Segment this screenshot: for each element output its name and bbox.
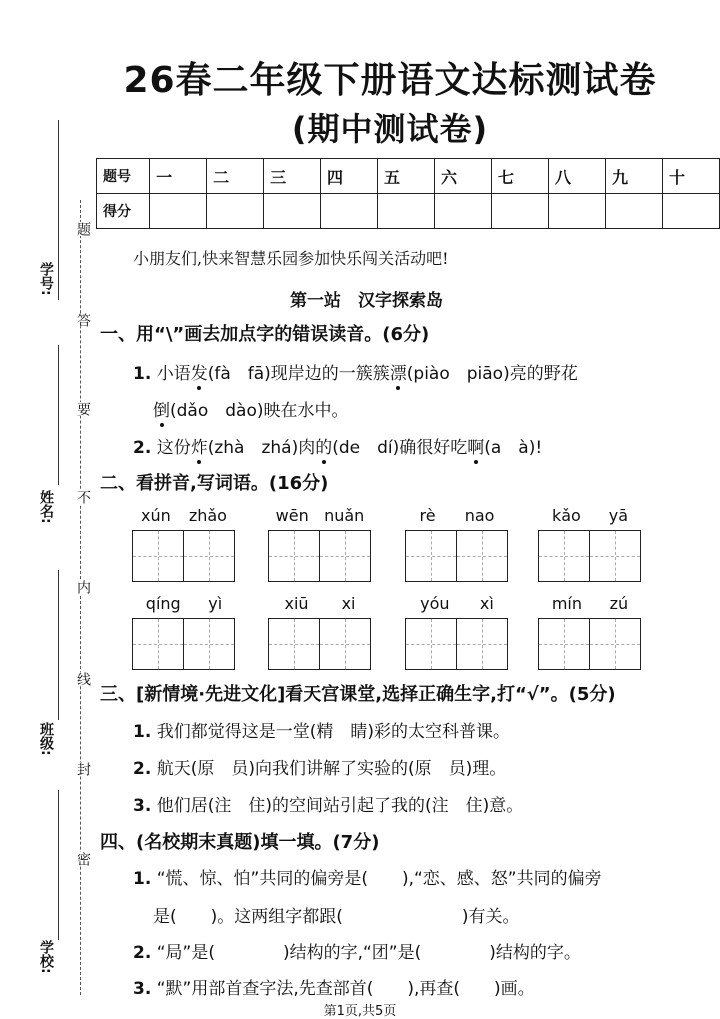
score-cell[interactable] [662, 194, 719, 229]
dotted-char: 炸 [191, 433, 208, 458]
item-number: 3. [133, 979, 152, 999]
seal-char: 内 [75, 580, 91, 594]
intro-text: 小朋友们,快来智慧乐园参加快乐闯关活动吧! [133, 249, 449, 268]
tianzige-boxes[interactable] [268, 618, 372, 668]
score-cell[interactable] [605, 194, 662, 229]
q1-item1 [133, 359, 578, 384]
score-cell[interactable] [264, 194, 321, 229]
pinyin-syllable: nuǎn [324, 506, 365, 525]
banji-line [58, 570, 59, 720]
score-col: 十 [662, 159, 719, 194]
pinyin-syllable: yóu [420, 594, 450, 613]
text: (a à)! [484, 438, 543, 458]
text: (fà fā)现岸边的一簇簇 [207, 364, 390, 384]
score-col: 九 [605, 159, 662, 194]
seal-char: 不 [75, 490, 91, 504]
q4-item2 [133, 938, 581, 963]
q3-heading: 三、[新情境·先进文化]看天宫课堂,选择正确生字,打“√”。(5分) [100, 684, 616, 705]
item-text: 他们居(注 住)的空间站引起了我的(注 住)意。 [156, 796, 524, 816]
seal-char: 题 [75, 222, 91, 236]
item-number: 3. [133, 796, 152, 816]
tianzige-box[interactable] [268, 530, 320, 582]
tianzige-boxes[interactable] [132, 618, 236, 668]
item-number: 1. [133, 869, 152, 889]
text: (zhà zhá)肉 [207, 438, 316, 458]
pinyin-label [538, 506, 642, 525]
score-cell[interactable] [548, 194, 605, 229]
text: (piào piāo)亮的野花 [406, 364, 578, 384]
item-number: 1. [133, 364, 152, 384]
item-number: 2. [133, 438, 152, 458]
tianzige-box[interactable] [405, 618, 457, 670]
score-table-header-row [97, 159, 720, 194]
tianzige-box[interactable] [538, 618, 590, 670]
pinyin-syllable: mín [551, 594, 582, 613]
tianzige-box[interactable] [183, 618, 235, 670]
q4-item1 [133, 864, 602, 889]
pinyin-syllable: yā [608, 506, 629, 525]
xuehao-label: 学号: [38, 262, 54, 296]
tianzige-box[interactable] [183, 530, 235, 582]
q3-item [133, 754, 506, 779]
pinyin-syllable: qíng [145, 594, 181, 613]
score-col: 三 [264, 159, 321, 194]
tianzige-boxes[interactable] [538, 530, 642, 580]
pinyin-label [405, 506, 509, 525]
item-number: 1. [133, 722, 152, 742]
dotted-char: 漂 [390, 359, 407, 384]
pinyin-label [538, 594, 642, 613]
tianzige-boxes[interactable] [268, 530, 372, 580]
score-cell[interactable] [207, 194, 264, 229]
pinyin-label [268, 594, 372, 613]
tianzige-boxes[interactable] [405, 618, 509, 668]
tianzige-box[interactable] [132, 618, 184, 670]
pinyin-syllable: xiū [284, 594, 309, 613]
score-col: 八 [548, 159, 605, 194]
seal-char: 封 [75, 762, 91, 776]
dotted-char: 啊 [467, 433, 484, 458]
pinyin-label [268, 506, 372, 525]
text: (de dí)确很好吃 [332, 438, 468, 458]
item-text: “局”是( )结构的字,“团”是( )结构的字。 [156, 943, 581, 963]
station-title: 第一站 汉字探索岛 [290, 291, 443, 311]
q3-item [133, 791, 523, 816]
pinyin-syllable: xi [341, 594, 356, 613]
dotted-char: 倒 [153, 396, 170, 421]
q1-item2 [133, 433, 542, 458]
tianzige-box[interactable] [268, 618, 320, 670]
xingming-label: 姓名: [38, 490, 54, 524]
page-title: 26春二年级下册语文达标测试卷 [123, 60, 657, 101]
tianzige-box[interactable] [589, 530, 641, 582]
page-subtitle: (期中测试卷) [291, 110, 489, 148]
item-text: “慌、惊、怕”共同的偏旁是( ),“恋、感、怒”共同的偏旁 [156, 869, 602, 889]
score-col: 四 [321, 159, 378, 194]
q4-heading: 四、(名校期末真题)填一填。(7分) [100, 832, 380, 853]
score-row-label: 题号 [97, 159, 150, 194]
score-cell[interactable] [150, 194, 207, 229]
tianzige-box[interactable] [456, 530, 508, 582]
item-text: 我们都觉得这是一堂(精 睛)彩的太空科普课。 [156, 722, 510, 742]
tianzige-box[interactable] [319, 618, 371, 670]
score-cell[interactable] [492, 194, 549, 229]
tianzige-box[interactable] [132, 530, 184, 582]
tianzige-box[interactable] [405, 530, 457, 582]
seal-char: 要 [75, 402, 91, 416]
tianzige-box[interactable] [538, 530, 590, 582]
pinyin-syllable: zhǎo [188, 506, 227, 525]
pinyin-syllable: wēn [275, 506, 309, 525]
score-cell[interactable] [435, 194, 492, 229]
score-table-score-row [97, 194, 720, 229]
score-cell[interactable] [321, 194, 378, 229]
pinyin-syllable: yì [208, 594, 223, 613]
q2-heading: 二、看拼音,写词语。(16分) [100, 473, 329, 494]
pinyin-syllable: xún [141, 506, 171, 525]
seal-char: 密 [75, 852, 91, 866]
score-col: 六 [435, 159, 492, 194]
item-text: “默”用部首查字法,先查部首( ),再查( )画。 [156, 979, 535, 999]
tianzige-box[interactable] [589, 618, 641, 670]
score-col: 五 [378, 159, 435, 194]
dotted-char: 的 [315, 433, 332, 458]
tianzige-boxes[interactable] [132, 530, 236, 580]
item-number: 2. [133, 759, 152, 779]
q4-item3 [133, 974, 535, 999]
score-col: 二 [207, 159, 264, 194]
pinyin-label [132, 594, 236, 613]
item-text: 航天(原 员)向我们讲解了实验的(原 员)理。 [156, 759, 507, 779]
pinyin-syllable: rè [419, 506, 436, 525]
text: 小语 [156, 364, 191, 384]
score-row-label: 得分 [97, 194, 150, 229]
pinyin-label [405, 594, 509, 613]
q1-heading: 一、用“\”画去加点字的错误读音。(6分) [100, 324, 430, 345]
pinyin-syllable: kǎo [551, 506, 581, 525]
dotted-char: 发 [191, 359, 208, 384]
page-footer: 第1页,共5页 [323, 1004, 397, 1019]
xingming-line [58, 345, 59, 485]
text: (dǎo dào)映在水中。 [170, 401, 349, 421]
score-table [96, 158, 720, 229]
q4-item1-cont: 是( )。这两组字都跟( )有关。 [153, 907, 520, 927]
text: 这份 [156, 438, 191, 458]
xuexiao-label: 学校: [38, 940, 54, 974]
tianzige-boxes[interactable] [405, 530, 509, 580]
xuehao-line [58, 120, 59, 300]
pinyin-syllable: zú [609, 594, 629, 613]
item-number: 2. [133, 943, 152, 963]
pinyin-syllable: nao [464, 506, 495, 525]
tianzige-box[interactable] [456, 618, 508, 670]
tianzige-box[interactable] [319, 530, 371, 582]
seal-char: 答 [75, 313, 91, 327]
score-cell[interactable] [378, 194, 435, 229]
xuexiao-line [58, 790, 59, 940]
seal-char: 线 [75, 672, 91, 686]
q3-item [133, 717, 510, 742]
pinyin-syllable: xì [479, 594, 494, 613]
tianzige-boxes[interactable] [538, 618, 642, 668]
score-col: 一 [150, 159, 207, 194]
score-col: 七 [492, 159, 549, 194]
q1-item1-cont [153, 396, 348, 421]
pinyin-label [132, 506, 236, 525]
banji-label: 班级: [38, 722, 54, 756]
